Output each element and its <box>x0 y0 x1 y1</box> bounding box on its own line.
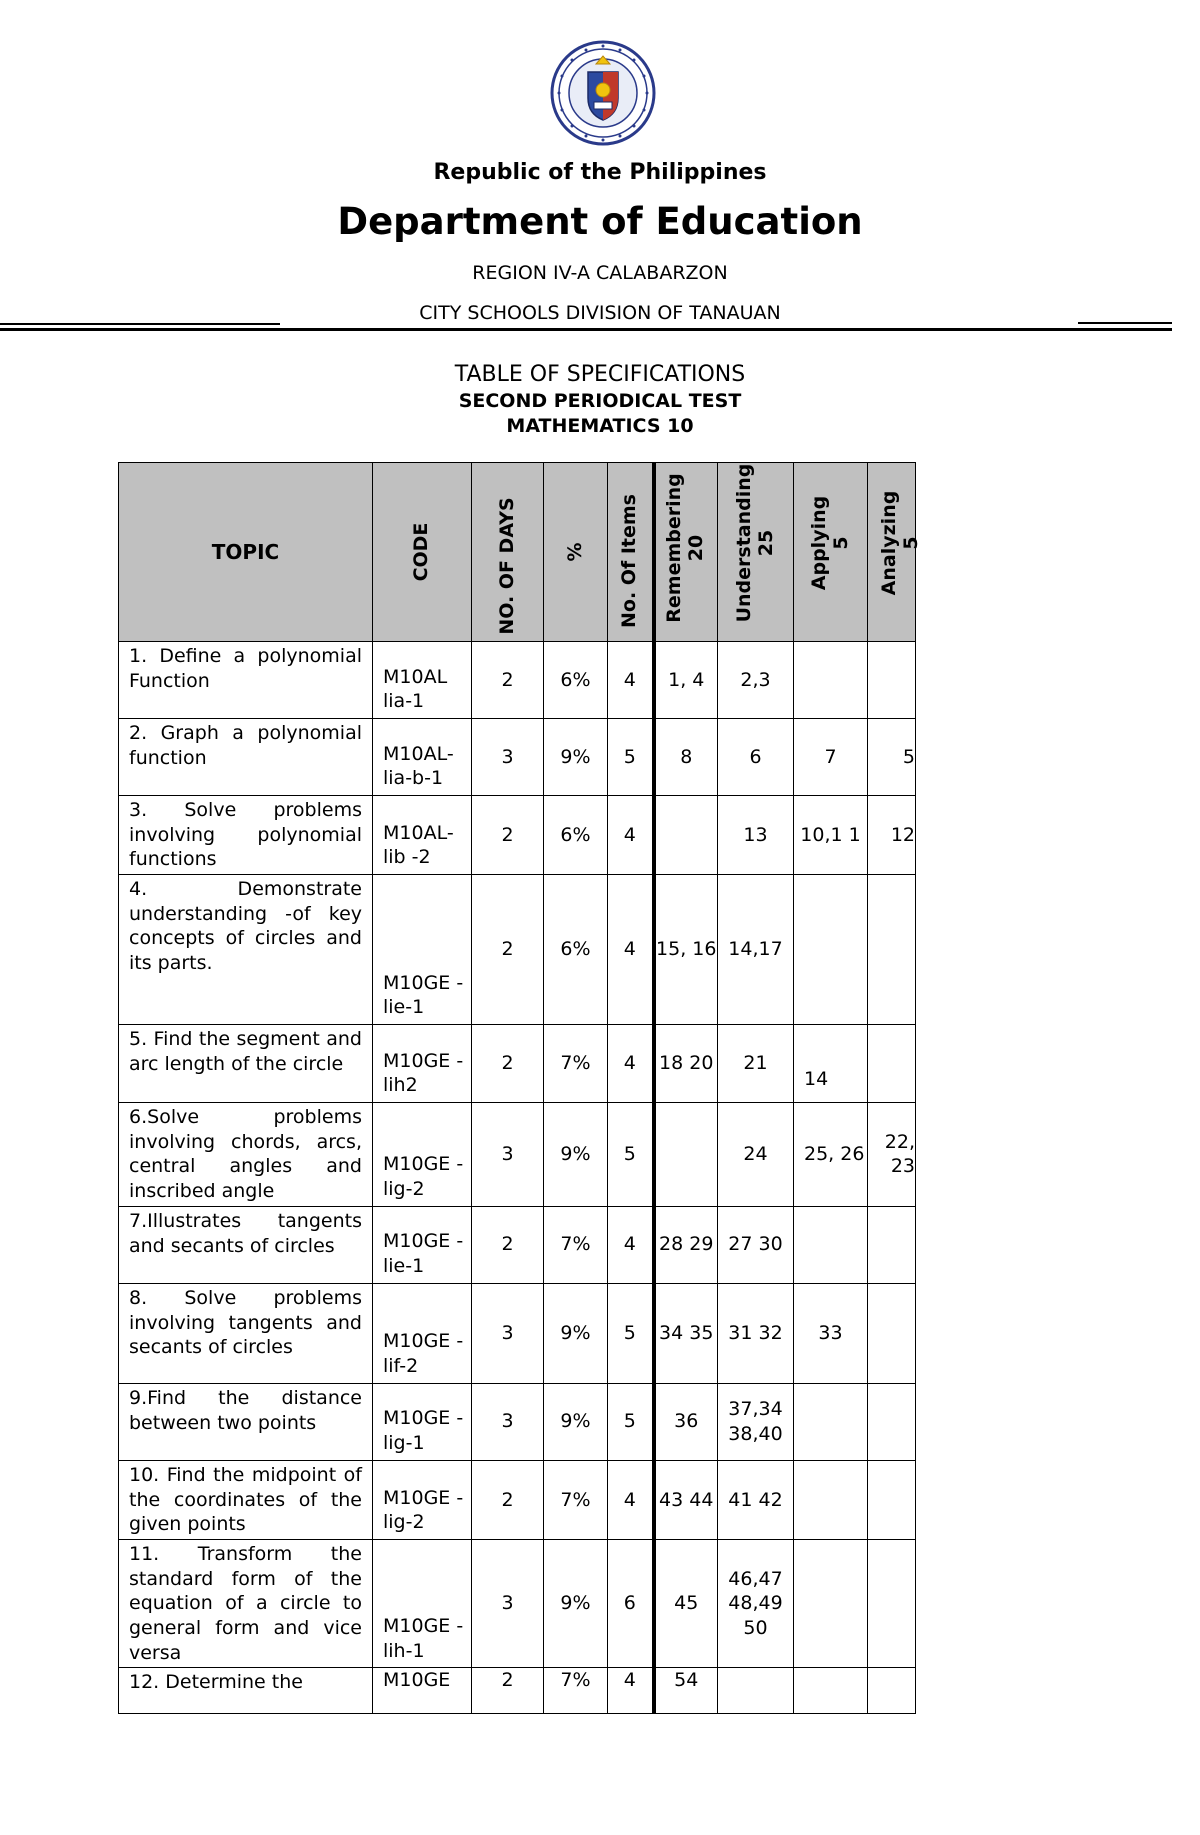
cell-analyzing: 5 <box>868 719 916 796</box>
col-header-analyzing: Analyzing 5 <box>868 463 916 642</box>
cell-understanding: 21 <box>718 1025 794 1103</box>
cell-code: M10GE -lig-2 <box>373 1103 472 1207</box>
cell-percent: 6% <box>544 875 608 1025</box>
cell-topic: 5. Find the segment and arc length of the circle <box>119 1025 373 1103</box>
cell-analyzing: 22, 23 <box>868 1103 916 1207</box>
cell-items: 4 <box>608 642 654 719</box>
cell-applying <box>794 1668 868 1714</box>
cell-applying <box>794 1206 868 1283</box>
header-rule-thin-left <box>0 323 280 325</box>
cell-remembering: 18 20 <box>654 1025 718 1103</box>
cell-understanding: 46,47 48,49 50 <box>718 1539 794 1667</box>
cell-code: M10GE -lig-1 <box>373 1383 472 1460</box>
cell-percent: 6% <box>544 642 608 719</box>
cell-analyzing <box>868 1460 916 1539</box>
cell-percent: 9% <box>544 1539 608 1667</box>
cell-code: M10GE - lih2 <box>373 1025 472 1103</box>
cell-analyzing <box>868 642 916 719</box>
cell-understanding: 27 30 <box>718 1206 794 1283</box>
cell-items: 6 <box>608 1539 654 1667</box>
cell-days: 3 <box>472 719 544 796</box>
cell-remembering: 36 <box>654 1383 718 1460</box>
col-header-days: NO. OF DAYS <box>472 463 544 642</box>
table-row <box>119 1103 916 1207</box>
cell-percent: 9% <box>544 719 608 796</box>
cell-applying <box>794 642 868 719</box>
cell-topic: 12. Determine the <box>119 1668 373 1714</box>
cell-items: 4 <box>608 875 654 1025</box>
cell-remembering: 1, 4 <box>654 642 718 719</box>
cell-applying: 33 <box>794 1283 868 1383</box>
cell-applying <box>794 1539 868 1667</box>
cell-remembering: 34 35 <box>654 1283 718 1383</box>
department-heading: Department of Education <box>337 200 863 243</box>
cell-items: 5 <box>608 1103 654 1207</box>
table-row <box>119 1206 916 1283</box>
cell-understanding: 14,17 <box>718 875 794 1025</box>
table-row <box>119 1025 916 1103</box>
cell-analyzing <box>868 1539 916 1667</box>
cell-days: 2 <box>472 642 544 719</box>
table-row <box>119 642 916 719</box>
table-row <box>119 1460 916 1539</box>
cell-understanding: 31 32 <box>718 1283 794 1383</box>
col-header-understanding: Understanding 25 <box>718 463 794 642</box>
header-rule <box>0 328 1172 331</box>
col-header-topic: TOPIC <box>119 463 373 642</box>
table-row <box>119 1539 916 1667</box>
cell-applying: 14 <box>794 1025 868 1103</box>
cell-remembering: 28 29 <box>654 1206 718 1283</box>
cell-code: M10AL-lia-b-1 <box>373 719 472 796</box>
cell-items: 4 <box>608 1025 654 1103</box>
cell-code: M10AL lia-1 <box>373 642 472 719</box>
cell-analyzing <box>868 1283 916 1383</box>
cell-understanding: 13 <box>718 796 794 875</box>
cell-topic: 3. Solve problems involving polynomial functions <box>119 796 373 875</box>
cell-items: 4 <box>608 1460 654 1539</box>
col-header-remembering: Remembering 20 <box>654 463 718 642</box>
cell-code: M10GE -lif-2 <box>373 1283 472 1383</box>
cell-topic: 11. Transform the standard form of the equation of a circle to general form and vice versa <box>119 1539 373 1667</box>
cell-analyzing <box>868 875 916 1025</box>
cell-code: M10GE -lie-1 <box>373 875 472 1025</box>
cell-understanding: 24 <box>718 1103 794 1207</box>
cell-days: 3 <box>472 1283 544 1383</box>
cell-analyzing <box>868 1383 916 1460</box>
cell-applying <box>794 1383 868 1460</box>
cell-topic: 2. Graph a polynomial function <box>119 719 373 796</box>
cell-days: 3 <box>472 1383 544 1460</box>
table-row <box>119 1668 916 1714</box>
division-heading: CITY SCHOOLS DIVISION OF TANAUAN <box>419 302 781 324</box>
cell-days: 2 <box>472 1025 544 1103</box>
cell-analyzing <box>868 1206 916 1283</box>
table-row <box>119 1383 916 1460</box>
cell-remembering: 8 <box>654 719 718 796</box>
table-row <box>119 796 916 875</box>
cell-code: M10AL-lib -2 <box>373 796 472 875</box>
cell-items: 5 <box>608 1283 654 1383</box>
cell-days: 2 <box>472 875 544 1025</box>
cell-remembering <box>654 796 718 875</box>
cell-analyzing <box>868 1668 916 1714</box>
document-subject: MATHEMATICS 10 <box>506 415 694 437</box>
cell-topic: 9.Find the distance between two points <box>119 1383 373 1460</box>
cell-applying: 10,1 1 <box>794 796 868 875</box>
header-rule-thin-right <box>1078 322 1172 324</box>
cell-remembering: 15, 16 <box>654 875 718 1025</box>
cell-percent: 7% <box>544 1025 608 1103</box>
cell-understanding: 2,3 <box>718 642 794 719</box>
deped-seal-logo <box>550 40 656 146</box>
cell-understanding <box>718 1668 794 1714</box>
cell-days: 3 <box>472 1103 544 1207</box>
table-row <box>119 1283 916 1383</box>
cell-days: 2 <box>472 1206 544 1283</box>
cell-items: 4 <box>608 1668 654 1714</box>
cell-remembering: 43 44 <box>654 1460 718 1539</box>
cell-percent: 6% <box>544 796 608 875</box>
cell-items: 5 <box>608 1383 654 1460</box>
document-title: TABLE OF SPECIFICATIONS <box>454 362 746 387</box>
document-subtitle: SECOND PERIODICAL TEST <box>458 390 742 412</box>
cell-percent: 7% <box>544 1206 608 1283</box>
cell-applying <box>794 875 868 1025</box>
cell-remembering: 54 <box>654 1668 718 1714</box>
cell-applying: 25, 26 <box>794 1103 868 1207</box>
republic-heading: Republic of the Philippines <box>433 160 767 185</box>
cell-topic: 6.Solve problems involving chords, arcs, central angles and inscribed angle <box>119 1103 373 1207</box>
region-heading: REGION IV-A CALABARZON <box>472 262 728 284</box>
cell-analyzing: 12 <box>868 796 916 875</box>
specifications-table <box>118 462 922 1714</box>
cell-days: 2 <box>472 1668 544 1714</box>
cell-topic: 10. Find the midpoint of the coordinates of the given points <box>119 1460 373 1539</box>
cell-topic: 4. Demonstrate understanding -of key concepts of circles and its parts. <box>119 875 373 1025</box>
cell-code: M10GE -lie-1 <box>373 1206 472 1283</box>
table-row <box>119 719 916 796</box>
cell-code: M10GE <box>373 1668 472 1714</box>
cell-applying <box>794 1460 868 1539</box>
cell-percent: 9% <box>544 1283 608 1383</box>
table-row <box>119 875 916 1025</box>
cell-understanding: 37,34 38,40 <box>718 1383 794 1460</box>
col-header-percent: % <box>544 463 608 642</box>
col-header-items: No. Of Items <box>608 463 654 642</box>
cell-remembering <box>654 1103 718 1207</box>
table-header-row <box>119 463 916 642</box>
cell-code: M10GE -lig-2 <box>373 1460 472 1539</box>
cell-items: 4 <box>608 1206 654 1283</box>
cell-applying: 7 <box>794 719 868 796</box>
col-header-code: CODE <box>373 463 472 642</box>
cell-percent: 9% <box>544 1383 608 1460</box>
cell-percent: 7% <box>544 1668 608 1714</box>
cell-percent: 9% <box>544 1103 608 1207</box>
cell-topic: 7.Illustrates tangents and secants of circles <box>119 1206 373 1283</box>
col-header-applying: Applying 5 <box>794 463 868 642</box>
cell-analyzing <box>868 1025 916 1103</box>
cell-remembering: 45 <box>654 1539 718 1667</box>
cell-topic: 1. Define a polynomial Function <box>119 642 373 719</box>
cell-days: 2 <box>472 1460 544 1539</box>
cell-days: 2 <box>472 796 544 875</box>
cell-percent: 7% <box>544 1460 608 1539</box>
cell-topic: 8. Solve problems involving tangents and secants of circles <box>119 1283 373 1383</box>
cell-understanding: 41 42 <box>718 1460 794 1539</box>
cell-code: M10GE -lih-1 <box>373 1539 472 1667</box>
cell-items: 4 <box>608 796 654 875</box>
cell-days: 3 <box>472 1539 544 1667</box>
cell-items: 5 <box>608 719 654 796</box>
cell-understanding: 6 <box>718 719 794 796</box>
